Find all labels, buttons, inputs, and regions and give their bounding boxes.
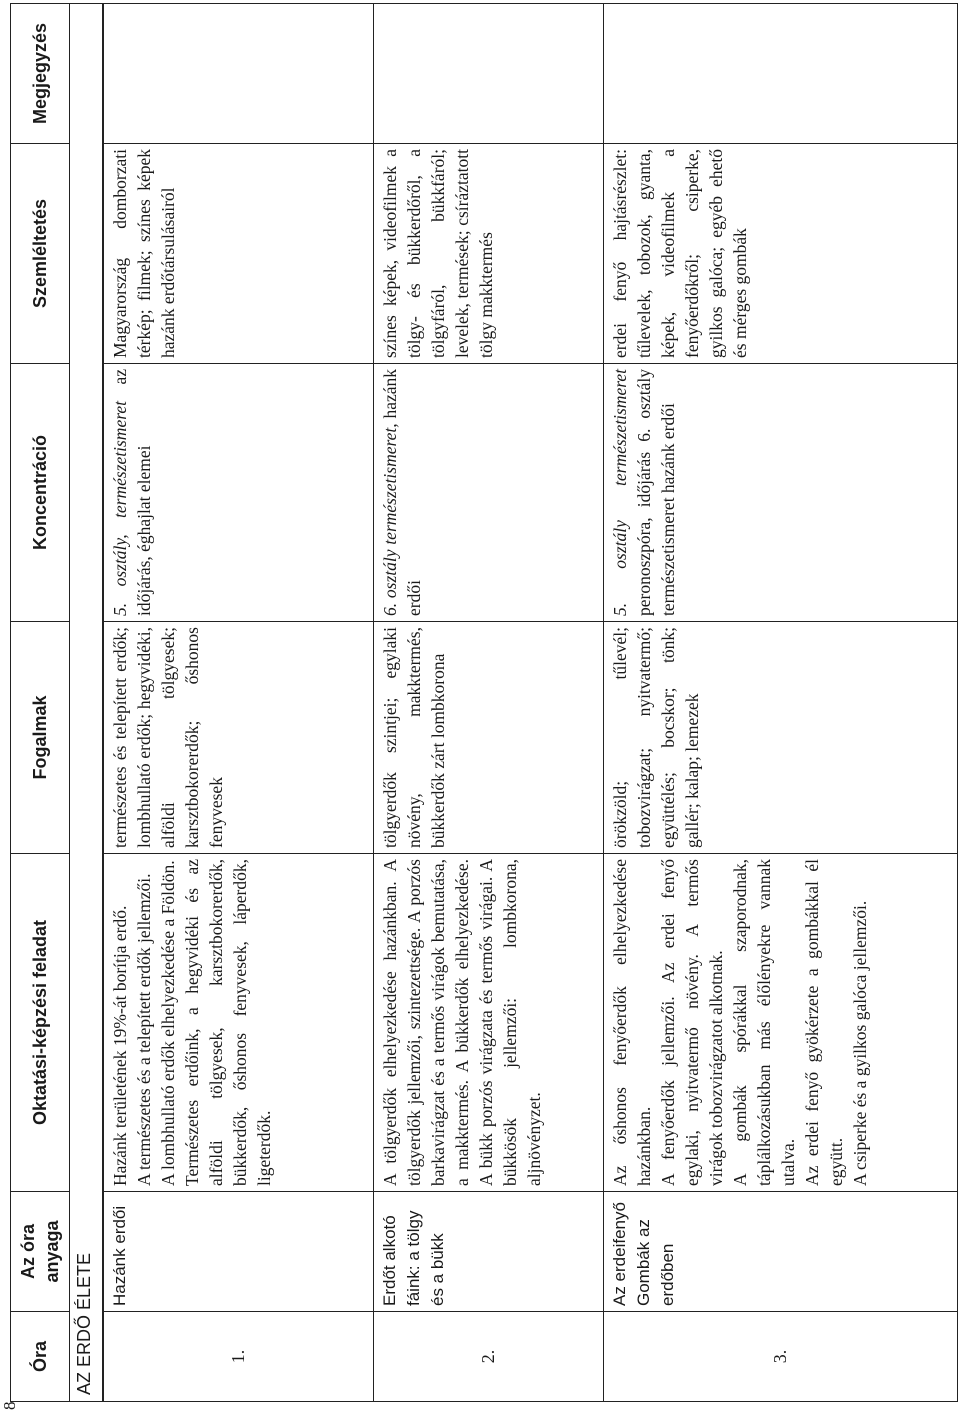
row-3-koncentracio — [603, 364, 958, 622]
row-1-anyag: Hazánk erdői — [103, 1192, 373, 1312]
row-2-koncentracio — [373, 364, 603, 622]
row-1-feladat-line: Hazánk területének 19%-át borítja erdő. — [110, 905, 130, 1186]
section-row — [70, 4, 104, 1402]
row-3-feladat-line: A fenyőerdők jellemzői. Az erdei fenyő egylaki, nyitvatermő növény. A termős virágok tobozvirágzatot alkotnak. — [657, 859, 726, 1186]
section-title: AZ ERDŐ ÉLETE — [70, 4, 104, 1402]
page-number: 8 — [0, 1401, 19, 1410]
row-3-anyag: Az erdeifenyő Gombák az erdőben — [603, 1192, 958, 1312]
header-szemleltetes: Szemléltetés — [11, 144, 70, 364]
curriculum-table — [10, 3, 958, 1402]
table-row — [603, 4, 958, 1402]
header-feladat: Oktatási-képzési feladat — [11, 854, 70, 1192]
row-3-koncentracio-text: peronoszpóra, időjárás 6. osztály természetismeret hazánk erdői — [633, 369, 678, 616]
row-3-fogalmak: örökzöld; tűlevél; tobozvirágzat; nyitvatermő; együttélés; bocskor; tönk; gallér; kalap; lemezek — [603, 622, 958, 854]
table-row — [103, 4, 373, 1402]
row-1-fogalmak: természetes és telepített erdők; lombhullató erdők; hegyvidéki, alföldi tölgyesek; karsztbokorerdők; őshonos fenyvesek — [103, 622, 373, 854]
row-3-koncentracio-italic: 5. osztály természetismeret — [609, 369, 630, 616]
header-fogalmak: Fogalmak — [11, 622, 70, 854]
row-2-koncentracio-italic: 6. osztály természetismeret, — [379, 423, 400, 616]
row-2-szemleltetes: színes képek, videofilmek a tölgy- és bükkerdőről, a tölgyfáról, bükkfáról; levelek, termések; csíráztatott tölgy makktermés — [373, 144, 603, 364]
row-1-koncentracio-italic: 5. osztály, természetismeret — [110, 400, 130, 616]
row-3-ora: 3. — [603, 1312, 958, 1402]
row-2-koncentracio-text: hazánk erdői — [379, 368, 424, 616]
row-3-feladat-line: Az őshonos fenyőerdők elhelyezkedése hazánkban. — [609, 859, 654, 1186]
row-2-anyag: Erdőt alkotó fáink: a tölgy és a bükk — [373, 1192, 603, 1312]
row-1-koncentracio — [103, 364, 373, 622]
row-1-feladat-line: Természetes erdőink, a hegyvidéki és az alföldi tölgyesek, karsztbokorerdők, bükkerdők, őshonos fenyvesek, láperdők, ligeterdők. — [182, 859, 274, 1186]
row-1-koncentracio-text: az időjárás, éghajlat elemei — [110, 368, 154, 616]
header-megjegyzes: Megjegyzés — [11, 4, 70, 144]
row-1-feladat — [103, 854, 373, 1192]
row-2-ora: 2. — [373, 1312, 603, 1402]
row-3-feladat-line: A gombák spórákkal szaporodnak, táplálkozásukban más élőlényekre vannak utalva. — [729, 859, 798, 1186]
row-1-ora: 1. — [103, 1312, 373, 1402]
row-2-megjegyzes — [373, 4, 603, 144]
row-1-feladat-line: A lombhullató erdők elhelyezkedése a Földön. — [158, 860, 178, 1186]
row-1-megjegyzes — [103, 4, 373, 144]
row-3-feladat-line: Az erdei fenyő gyökérzete a gombákkal él együtt. — [801, 859, 846, 1186]
row-1-szemleltetes: Magyarország domborzati térkép; filmek; színes képek hazánk erdőtársulásairól — [103, 144, 373, 364]
header-anyag: Az óra anyaga — [11, 1192, 70, 1312]
row-3-szemleltetes: erdei fenyő hajtásrészlet: tűlevelek, tobozok, gyanta, képek, videofilmek a fenyőerdőkről; csiperke, gyilkos galóca; egyéb ehető és mérges gombák — [603, 144, 958, 364]
header-koncentracio: Koncentráció — [11, 364, 70, 622]
rotated-table-container — [10, 4, 958, 1402]
header-ora: Óra — [11, 1312, 70, 1402]
row-3-feladat — [603, 854, 958, 1192]
table-row — [373, 4, 603, 1402]
row-2-fogalmak: tölgyerdők szintjei; egylaki növény, makktermés, bükkerdők zárt lombkorona — [373, 622, 603, 854]
header-row — [11, 4, 70, 1402]
row-3-feladat-line: A csiperke és a gyilkos galóca jellemzői. — [849, 900, 870, 1186]
row-1-feladat-line: A természetes és a telepített erdők jellemzői. — [134, 873, 154, 1186]
row-3-megjegyzes — [603, 4, 958, 144]
row-2-feladat — [373, 854, 603, 1192]
row-2-feladat-line: A tölgyerdők elhelyezkedése hazánkban. A tölgyerdők jellemzői, szintezettsége. A porzós barkavirágzat és a termős virágok bemutatása, a makktermés. A bükkerdők elhelyezkedése. A bükk porzós virágzata és termős virágai. A bükkösök jellemzői: lombkorona, aljnövényzet. — [379, 859, 544, 1186]
